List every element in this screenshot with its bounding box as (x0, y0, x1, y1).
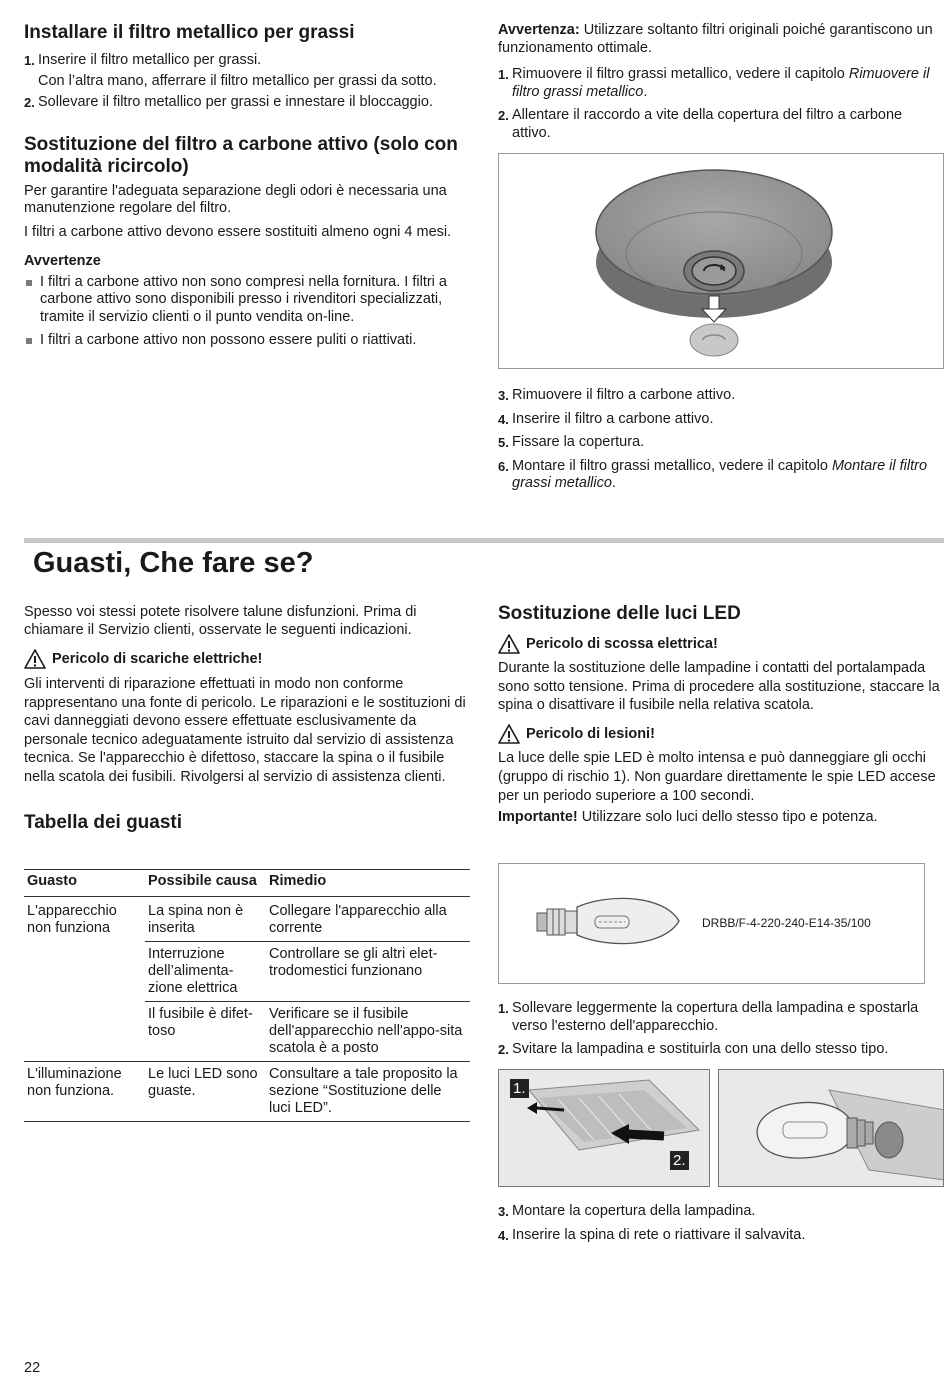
step-number: 2. (498, 108, 509, 123)
led-bulb-illustration (719, 1070, 944, 1187)
header-remedy: Rimedio (269, 873, 327, 889)
step-text-end: . (611, 475, 616, 491)
danger-label: Pericolo di scariche elettriche! (52, 651, 263, 667)
warning-triangle-icon (24, 649, 46, 669)
figure-label-step2: 2. (670, 1151, 689, 1170)
cell-cause: Le luci LED sono guaste. (148, 1066, 258, 1099)
important-text: Utilizzare solo luci dello stesso tipo e potenza. (581, 809, 878, 826)
header-fault: Guasto (27, 873, 77, 889)
step-text-end: . (643, 83, 648, 100)
led-bulb-figure (718, 1069, 944, 1187)
step-number: 3. (498, 1204, 509, 1219)
step-text: Inserire il filtro metallico per grassi. (38, 52, 262, 68)
cell-cause: Il fusibile è difet-toso (145, 1002, 266, 1062)
step-text: Sollevare leggermente la copertura della lampadina e spostarla verso l'esterno dell'apparecchio. (512, 1000, 919, 1034)
chapter-reference: Rimuovere il filtro grassi metallico (512, 66, 930, 100)
danger-text: Gli interventi di riparazione effettuati in modo non conforme rappresentano una fonte di pericolo. Le riparazioni e le sostituzioni di cavi danneggiati devono essere effettuate esclusivamente da personale tecnico adeguatamente istruito dal servizio di assistenza tecnica. Se l'apparecchio è difettoso, staccare la spina o il fusibile nella scatola dei fusibili. Rivolgersi al servizio di assistenza clienti. (24, 676, 466, 785)
fault-table (24, 869, 470, 1122)
section-title-led: Sostituzione delle luci LED (498, 603, 741, 624)
bulb-figure (498, 863, 925, 984)
section-title-carbon-filter: Sostituzione del filtro a carbone attivo (solo con modalità ricircolo) (24, 133, 458, 177)
bulb-illustration (529, 889, 689, 954)
left-top-column (24, 22, 469, 350)
warning-triangle-icon (498, 634, 520, 654)
step-number: 4. (498, 411, 509, 427)
table-row (24, 897, 470, 942)
step-number: 2. (24, 95, 35, 110)
cell-fault: L'illuminazione non funziona. (27, 1066, 122, 1099)
bullet-text: I filtri a carbone attivo non possono essere puliti o riattivati. (40, 332, 417, 348)
step-text-plain: Rimuovere il filtro grassi metallico, vedere il capitolo (512, 66, 849, 82)
step-number: 1. (498, 67, 509, 82)
chapter-reference: Montare il filtro grassi metallico (512, 457, 928, 491)
step-item (498, 1041, 943, 1059)
bullet-square-icon (26, 338, 32, 344)
table-title: Tabella dei guasti (24, 812, 183, 833)
cell-cause: Interruzione dell’alimenta-zione elettrica (145, 942, 266, 1002)
steps-install-filter (24, 52, 469, 112)
step-number: 4. (498, 1227, 509, 1243)
danger-text: Durante la sostituzione delle lampadine i contatti del portalampada sono sotto tensione. Prima di procedere alla sostituzione, staccare la spina o disattivare il fusibile nella relativa scatola. (498, 660, 940, 714)
right-top-column (498, 22, 943, 142)
bullet-item (24, 274, 469, 327)
left-bottom-column (24, 604, 469, 834)
table-header-row (24, 870, 470, 897)
page-number: 22 (24, 1360, 41, 1376)
danger-heading (498, 724, 943, 744)
warning-note (498, 22, 943, 57)
step-text: Svitare la lampadina e sostituirla con una dello stesso tipo. (512, 1041, 889, 1057)
led-cover-figure (498, 1069, 710, 1187)
step-number: 1. (24, 53, 35, 68)
step-text: Rimuovere il filtro a carbone attivo. (512, 387, 736, 403)
section-divider (24, 538, 944, 543)
step-item (498, 458, 943, 493)
step-text (512, 66, 943, 101)
warning-triangle-icon (498, 724, 520, 744)
cell-cause: La spina non è inserita (145, 897, 266, 942)
step-text: Fissare la copertura. (512, 434, 645, 450)
table-row (24, 1062, 470, 1122)
danger-label: Pericolo di scossa elettrica! (526, 636, 718, 652)
step-subtext: Con l’altra mano, afferrare il filtro metallico per grassi da sotto. (38, 72, 437, 89)
step-number: 5. (498, 435, 509, 450)
chapter-title: Guasti, Che fare se? (33, 547, 314, 579)
bullet-item (24, 332, 469, 350)
step-text: Montare la copertura della lampadina. (512, 1203, 756, 1219)
cell-remedy: Collegare l'apparecchio alla corrente (266, 897, 470, 942)
steps-led-b (498, 1203, 943, 1244)
section-title-install-filter: Installare il filtro metallico per grassi (24, 22, 355, 43)
warning-label: Avvertenza: (498, 22, 580, 38)
figure-label-step1: 1. (510, 1079, 529, 1098)
step-number: 1. (498, 1001, 509, 1016)
bulb-code: DRBB/F-4-220-240-E14-35/100 (702, 916, 871, 930)
danger-label: Pericolo di lesioni! (526, 726, 655, 743)
step-text: Allentare il raccordo a vite della copertura del filtro a carbone attivo. (512, 107, 903, 141)
carbon-filter-illustration (499, 154, 944, 369)
carbon-filter-figure (498, 153, 944, 369)
cell-fault: L'apparecchio non funziona (24, 897, 145, 1062)
notes-title: Avvertenze (24, 253, 101, 269)
step-text: Sollevare il filtro metallico per grassi e innestare il bloccaggio. (38, 94, 433, 110)
danger-text: La luce delle spie LED è molto intensa e può danneggiare gli occhi (gruppo di rischio 1). Non guardare direttamente le spie LED accese per un periodo superiore a 100 secondi. (498, 750, 936, 804)
steps-led-a (498, 1000, 943, 1059)
bullet-text: I filtri a carbone attivo non sono compresi nella fornitura. I filtri a carbone attivo sono disponibili presso i rivenditori specializzati, tramite il servizio clienti o il punto vendita on-line. (40, 273, 447, 325)
warning-text: Utilizzare soltanto filtri originali poiché garantiscono un funzionamento ottimale. (498, 22, 933, 56)
fault-table-wrapper (24, 869, 470, 1122)
step-item (24, 52, 469, 70)
step-item (498, 1000, 943, 1035)
bullet-square-icon (26, 280, 32, 286)
step-text: Inserire il filtro a carbone attivo. (512, 410, 714, 427)
important-label: Importante! (498, 809, 578, 826)
steps-carbon-a (498, 66, 943, 142)
intro-paragraph: Spesso voi stessi potete risolvere talune disfunzioni. Prima di chiamare il Servizio clienti, osservate le seguenti indicazioni. (24, 604, 417, 638)
step-item (498, 387, 943, 405)
step-item (498, 107, 943, 142)
important-note (498, 809, 943, 827)
danger-heading (24, 649, 469, 669)
header-cause: Possibile causa (148, 873, 257, 889)
cell-remedy: Consultare a tale proposito la sezione “Sostituzione delle luci LED”. (269, 1066, 458, 1116)
danger-heading (498, 634, 943, 654)
paragraph: Per garantire l'adeguata separazione degli odori è necessaria una manutenzione regolare del filtro. (24, 182, 447, 216)
cell-remedy: Verificare se il fusibile dell'apparecchio nell'appo-sita scatola è a posto (266, 1002, 470, 1062)
steps-carbon-b (498, 387, 943, 493)
step-number: 2. (498, 1042, 509, 1057)
paragraph: I filtri a carbone attivo devono essere sostituiti almeno ogni 4 mesi. (24, 223, 452, 240)
step-item (498, 66, 943, 101)
step-text (512, 458, 943, 493)
right-bottom-column (498, 603, 943, 827)
step-item (24, 94, 469, 112)
step-item (498, 1203, 943, 1221)
step-text-plain: Montare il filtro grassi metallico, vedere il capitolo (512, 457, 832, 474)
step-number: 3. (498, 388, 509, 403)
cell-remedy: Controllare se gli altri elet-trodomestici funzionano (266, 942, 470, 1002)
step-item (498, 434, 943, 452)
step-text: Inserire la spina di rete o riattivare il salvavita. (512, 1226, 806, 1243)
step-item (498, 411, 943, 429)
step-item (498, 1227, 943, 1245)
step-number: 6. (498, 458, 509, 474)
